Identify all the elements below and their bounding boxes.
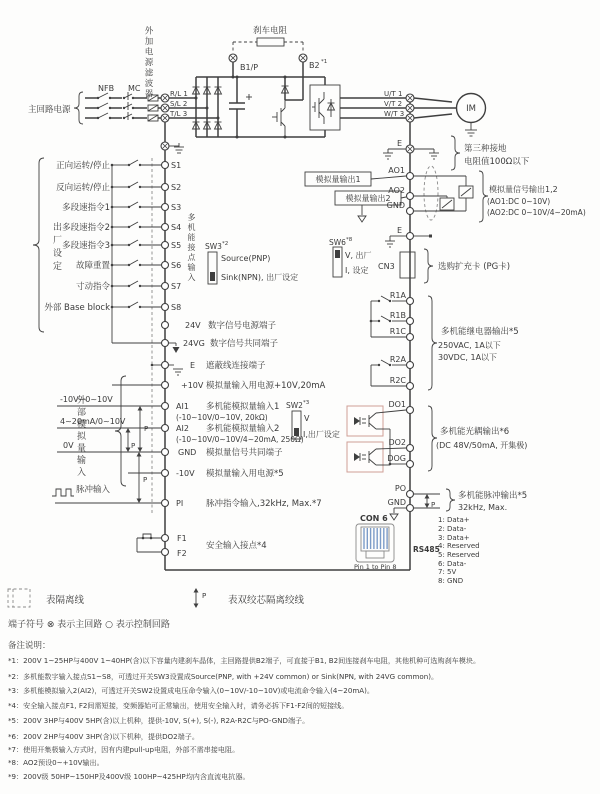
terminal-pi-desc: 脉冲指令输入,32kHz, Max.*7 — [206, 499, 322, 509]
photo-title: 多机能光耦输出*6 — [440, 427, 510, 437]
terminal-s4: S4 — [171, 223, 182, 232]
terminal-e-desc: 遮蔽线连接端子 — [206, 361, 266, 371]
sw3-sink-label: Sink(NPN), 出厂设定 — [221, 273, 299, 282]
factory-setting-vertical-label: 出厂设定 — [51, 222, 61, 274]
shield-ellipse — [424, 166, 438, 220]
note-item: *3：多机能模拟输入2(AI2)，可透过开关SW2设置成电压命令输入(0~10V/-10~10V)或电流命令输入(4~20mA)。 — [8, 686, 374, 695]
terminal-gnd-desc: 模拟量信号共同端子 — [206, 448, 283, 458]
rs485-pin: 2: Data- — [438, 525, 467, 533]
opto-box-1 — [347, 406, 383, 436]
terminal-24vg-desc: 数字信号共同端子 — [210, 339, 279, 349]
input-switch-icons — [112, 160, 161, 307]
terminal-ai1-desc: 多机能模拟量输入1 — [206, 402, 280, 412]
contact-input-vertical-label: 多机能接点输入 — [187, 213, 196, 283]
terminal-plus10v-desc: 模拟量输入用电源+10V,20mA — [206, 381, 326, 391]
terminal-ao1: AO1 — [388, 166, 405, 175]
common-terminal-wiring — [112, 343, 183, 385]
twisted-pair-markers — [126, 406, 143, 503]
con6-connector — [356, 524, 394, 562]
legend-icons — [8, 588, 199, 608]
relay-spec1: 250VAC, 1A以下 — [438, 341, 501, 350]
terminal-s6: S6 — [171, 261, 182, 270]
rs485-pin: 1: Data+ — [438, 516, 470, 524]
sw2-v-label: V — [304, 414, 310, 423]
note-item: *7：使用开集极输入方式时，因有内建pull-up电阻，外部不需串接电阻。 — [8, 745, 240, 754]
nfb-label: NFB — [98, 84, 115, 93]
pulse-out-title: 多机能脉冲输出*5 — [458, 491, 528, 501]
power-filter-vertical-label: 外加电源滤波器 — [143, 26, 153, 100]
ground-arrow-icon — [390, 514, 398, 520]
ai1-range-label: -10V~0~10V — [60, 395, 113, 404]
terminal-r2c: R2C — [389, 376, 406, 385]
legend-terminal-symbols: 端子符号 ⊗ 表示主回路 ○ 表示控制回路 — [8, 620, 170, 630]
terminal-po: PO — [394, 484, 406, 493]
nfb-breaker-icon — [97, 93, 111, 119]
terminal-gnd-po: GND — [387, 498, 406, 507]
junction-dots-inputs — [111, 164, 142, 309]
terminal-24vg: 24VG — [183, 339, 205, 348]
terminal-ai2-desc: 多机能模拟量输入2 — [206, 424, 280, 434]
ground-note-2: 电阻值100Ω以下 — [464, 157, 530, 167]
safety-desc: 安全输入接点*4 — [206, 541, 267, 551]
digital-input-label: 故障重置 — [75, 261, 110, 271]
terminal-minus10v: -10V — [176, 469, 195, 478]
terminal-minus10v-desc: 模拟量输入用电源*5 — [206, 469, 284, 479]
relay-contact-wiring — [370, 296, 406, 386]
terminal-gnd-right: GND — [386, 201, 405, 210]
terminal-r1c: R1C — [389, 327, 406, 336]
sw2-label: SW2 — [286, 401, 303, 410]
terminal-s7: S7 — [171, 282, 182, 291]
terminal-s3: S3 — [171, 203, 182, 212]
sw3-label: SW3 — [205, 242, 222, 251]
p-mark: P — [144, 425, 149, 433]
digital-input-label: 正向运转/停止 — [56, 161, 110, 171]
con6-pins-note: Pin 1 to Pin 8 — [354, 563, 397, 571]
digital-input-wiring — [111, 160, 161, 343]
con6-label: CON 6 — [360, 514, 388, 523]
terminal-b1p: B1/P — [240, 63, 259, 72]
terminal-s1: S1 — [171, 161, 182, 170]
note-item: *4：安全输入接点F1, F2间需短接，变频器始可正常输出，使用安全输入时，请务必拆下F1-F2间的短接线。 — [8, 701, 349, 710]
cn3-connector-box — [400, 252, 415, 278]
note-item: *8：AO2预设0~+10V输出。 — [8, 758, 104, 767]
terminal-gnd-left: GND — [178, 448, 197, 457]
terminal-sl2: S/L 2 — [170, 100, 188, 108]
note-item: *1：200V 1~25HP与400V 1~40HP(含)以下容量内建刹车晶体，主回路提供B2端子，可直接于B1, B2间连接刹车电阻，其他机种可选购刹车模块。 — [8, 656, 481, 665]
terminal-do1: DO1 — [388, 400, 406, 409]
terminal-e-shield: E — [190, 361, 196, 370]
rs485-pin: 7: 5V — [438, 568, 457, 576]
sw3-source-label: Source(PNP) — [221, 254, 271, 263]
brake-resistor-symbol — [257, 38, 284, 46]
terminal-ai1: AI1 — [176, 402, 189, 411]
relay-title: 多机能继电器输出*5 — [441, 327, 519, 337]
terminal-ai2: AI2 — [176, 424, 189, 433]
sw2-sup: *3 — [303, 400, 310, 406]
terminal-s2: S2 — [171, 183, 182, 192]
cn3-label: CN3 — [378, 262, 395, 271]
sw6-switch — [333, 247, 342, 277]
digital-input-label: 多段速指令2 — [62, 223, 110, 233]
digital-input-label: 寸动指令 — [75, 282, 110, 292]
p-mark: P — [202, 592, 207, 600]
digital-input-label: 多段速指令3 — [62, 241, 110, 251]
legend-shield-label: 表隔离线 — [46, 595, 85, 606]
terminal-ai2-spec: (-10~10V/0~10V/4~20mA, 250Ω) — [176, 435, 304, 444]
terminal-24v-desc: 数字信号电源端子 — [208, 321, 277, 331]
terminal-r2a: R2A — [389, 355, 406, 364]
p-mark: P — [131, 442, 136, 450]
sw6-i-label: I, 设定 — [345, 266, 369, 275]
main-terminals — [161, 54, 414, 153]
motor-label: IM — [466, 104, 476, 114]
sw6-sup: *8 — [346, 237, 353, 243]
terminal-b2-sup: *1 — [321, 59, 328, 65]
terminal-rl1: R/L 1 — [170, 90, 188, 98]
terminal-ao2: AO2 — [388, 186, 405, 195]
mc-label: MC — [128, 84, 141, 93]
terminal-plus10v: +10V — [181, 381, 204, 390]
analog-out2-box-label: 模拟量输出2 — [345, 194, 391, 203]
terminal-r1a: R1A — [389, 291, 406, 300]
terminal-tl3: T/L 3 — [170, 110, 188, 118]
terminal-dog: DOG — [387, 454, 406, 463]
chassis-ground-icon — [170, 143, 185, 153]
note-item: *2：多机能数字输入接点S1~S8，可透过开关SW3设置成Source(PNP, with +24V common) or Sink(NPN, with 24VG common)。 — [8, 672, 439, 681]
pulse-out-spec: 32kHz, Max. — [458, 503, 508, 512]
brake-resistor-label: 刹车电阻 — [252, 26, 288, 36]
terminal-ut1: U/T 1 — [384, 90, 403, 98]
terminal-wt3: W/T 3 — [384, 110, 405, 118]
p-mark: P — [143, 476, 148, 484]
terminal-b2: B2 — [309, 61, 320, 70]
digital-input-label: 多段速指令1 — [62, 203, 110, 213]
digital-input-label: 外部 Base block — [44, 303, 110, 313]
ground-note-1: 第三种接地 — [464, 144, 507, 154]
opto-box-2 — [347, 442, 383, 472]
terminal-24v: 24V — [185, 321, 201, 330]
rj45-pins-icon — [364, 528, 387, 549]
rs485-label: RS485 — [413, 545, 440, 554]
note-item: *9：200V级 50HP~150HP及400V级 100HP~425HP均内含直流电抗器。 — [8, 772, 250, 781]
photo-spec: (DC 48V/50mA, 开集极) — [436, 441, 528, 450]
relay-spec2: 30VDC, 1A以下 — [438, 353, 498, 362]
terminal-s8: S8 — [171, 303, 182, 312]
sig-out-title: 模拟量信号输出1,2 — [489, 185, 558, 194]
legend-twisted-label: 表双绞芯隔离绞线 — [228, 595, 305, 606]
rs485-pin: 3: Data+ — [438, 534, 470, 542]
terminal-vt2: V/T 2 — [384, 100, 403, 108]
terminal-do2: DO2 — [388, 438, 406, 447]
shield-drain-arrow-icon — [358, 216, 366, 222]
brake-resistor-branch — [233, 42, 303, 53]
inverter-igbt-icon — [312, 92, 335, 124]
terminal-ai1-spec: (-10~10V/0~10V, 20kΩ) — [176, 413, 268, 422]
rs485-pin: 8: GND — [438, 577, 464, 585]
note-item: *6：200V 2HP与400V 3HP(含)以下机种，提供DO2端子。 — [8, 732, 199, 741]
inverter-module-box — [310, 85, 340, 130]
sw3-sup: *2 — [222, 241, 229, 247]
rs485-pin: 6: Data- — [438, 560, 467, 568]
p-mark: P — [431, 501, 436, 509]
sw2-i-label: I,出厂设定 — [303, 430, 340, 439]
mc-contactor-icon — [123, 92, 134, 120]
terminal-r1b: R1B — [389, 311, 406, 320]
rs485-pin: 5: Reserved — [438, 551, 480, 559]
terminal-f2: F2 — [177, 549, 187, 558]
terminal-f1: F1 — [177, 534, 187, 543]
sig-out-spec2: (AO2:DC 0~10V/4~20mA) — [487, 208, 586, 217]
rs485-pin: 4: Reserved — [438, 542, 480, 550]
terminal-e-right: E — [396, 226, 402, 235]
pulse-waveform-icon — [52, 489, 74, 496]
terminal-e-main: E — [396, 139, 402, 148]
main-power-label: 主回路电源 — [28, 105, 71, 115]
cn3-desc: 选购扩充卡 (PG卡) — [438, 262, 511, 272]
sw6-v-label: V, 出厂 — [345, 251, 372, 260]
note-item: *5：200V 3HP与400V 5HP(含)以上机种，提供-10V, S(+), S(-), R2A-R2C与PO-GND端子。 — [8, 716, 310, 725]
diagram-text — [8, 25, 586, 781]
ai2-range-label: 4~20mA/0~10V — [60, 417, 126, 426]
brake-igbt-icon — [272, 100, 285, 137]
terminal-pi: PI — [176, 499, 184, 508]
meter-icons — [414, 176, 473, 211]
safety-jumper-wiring — [137, 534, 161, 552]
dc-capacitor-icon — [229, 94, 252, 109]
zero-volt-label: 0V — [63, 441, 74, 450]
notes-title: 备注说明： — [8, 641, 51, 651]
analog-out1-box-label: 模拟量输出1 — [315, 175, 361, 184]
terminal-s5: S5 — [171, 241, 182, 250]
sw6-label: SW6 — [329, 238, 346, 247]
motor-ground-icon — [465, 123, 477, 137]
analog-input-vertical-label: 外部模拟量输入 — [75, 395, 85, 479]
control-terminals — [162, 162, 414, 556]
digital-input-label: 反向运转/停止 — [56, 183, 110, 193]
sig-out-spec1: (AO1:DC 0~10V) — [487, 197, 551, 206]
pulse-input-label: 脉冲输入 — [76, 485, 111, 495]
sw3-switch — [208, 252, 217, 284]
